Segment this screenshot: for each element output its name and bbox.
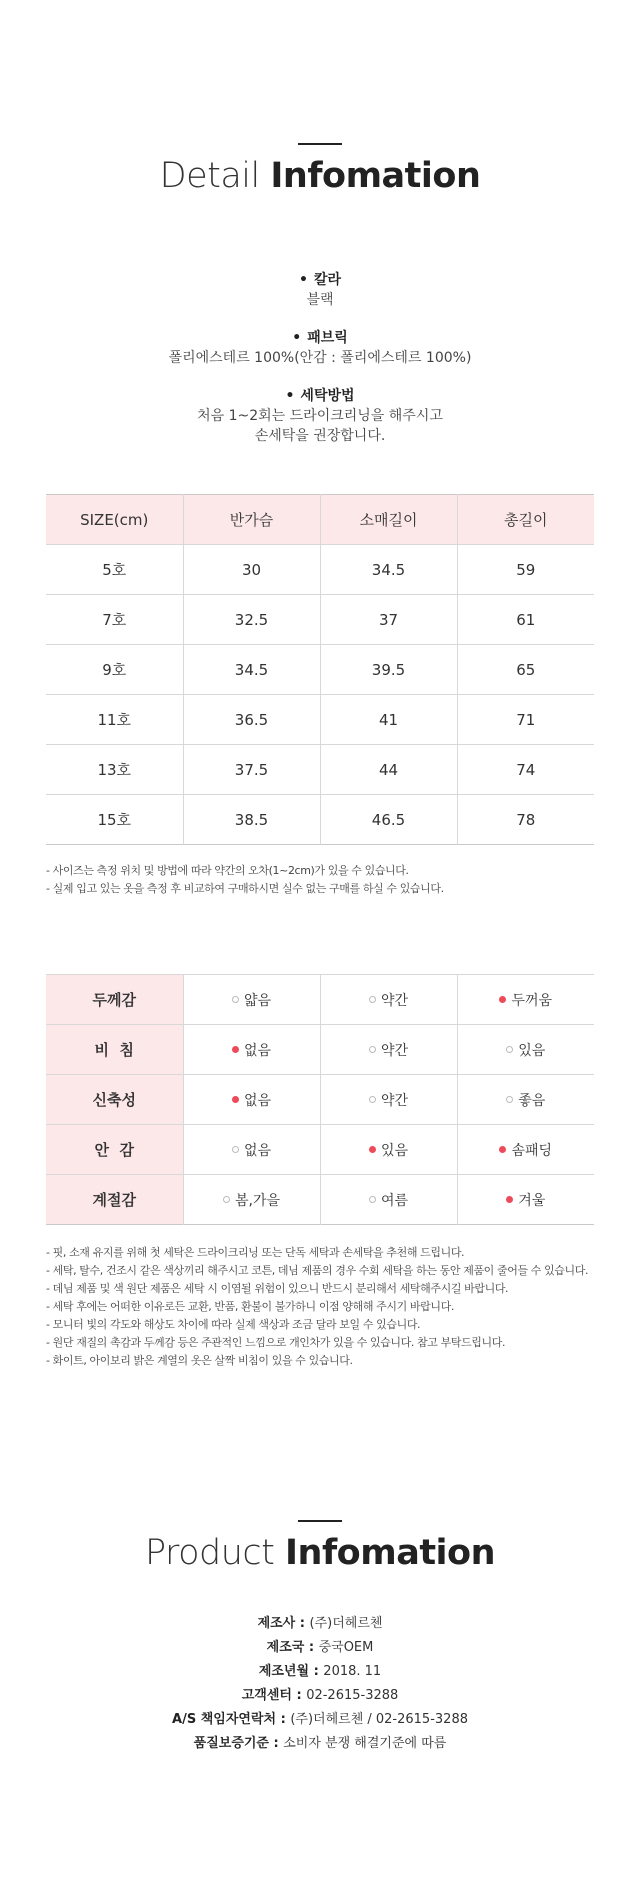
size-cell: 71 [457,695,594,745]
feel-option [369,990,408,1010]
unselected-dot-icon [369,1196,376,1203]
feel-option-cell [457,1125,594,1175]
size-header-cell: 소매길이 [320,495,457,545]
unselected-dot-icon [506,1096,513,1103]
feel-label: 안 감 [46,1125,183,1175]
size-cell: 44 [320,745,457,795]
feel-option-label: 봄,가을 [234,1192,281,1209]
feel-option [232,1090,271,1110]
product-info-line [0,1636,640,1660]
feel-option-cell [183,1175,320,1225]
product-info-line [0,1612,640,1636]
feel-option [232,1040,271,1060]
feel-option-cell [320,1025,457,1075]
feel-option-label: 솜패딩 [511,1142,553,1159]
feel-option-cell [457,1025,594,1075]
info-washing-line-1: 처음 1~2회는 드라이크리닝을 해주시고 [197,408,443,424]
selected-dot-icon [369,1146,376,1153]
feel-option [369,1140,408,1160]
feel-option [499,1140,552,1160]
feel-option [232,990,271,1010]
product-title-bar [298,1520,342,1522]
product-info-list [0,1612,640,1756]
selected-dot-icon [232,1096,239,1103]
feel-option-label: 겨울 [518,1192,546,1209]
size-cell: 41 [320,695,457,745]
product-info-value: 2018. 11 [323,1664,382,1679]
info-washing-label: 세탁방법 [300,388,355,404]
feel-option [232,1140,271,1160]
table-row [46,745,594,795]
info-color [0,270,640,310]
size-note: - 사이즈는 측정 위치 및 방법에 따라 약간의 오차(1~2cm)가 있을 수 있습니다. [46,864,409,877]
product-info-line [0,1708,640,1732]
unselected-dot-icon [506,1046,513,1053]
product-info-key: 제조국 : [266,1640,319,1655]
product-info-line [0,1660,640,1684]
size-cell: 32.5 [183,595,320,645]
feel-table [46,974,594,1225]
detail-title-bar [298,143,342,145]
size-note: - 실제 입고 있는 옷을 측정 후 비교하여 구매하시면 실수 없는 구매를 하실 수 있습니다. [46,882,444,895]
size-header-cell: SIZE(cm) [46,495,183,545]
feel-option [369,1090,408,1110]
size-cell: 7호 [46,595,183,645]
info-fabric-label: 패브릭 [307,330,348,346]
bullet-icon: • [285,388,295,404]
size-header-cell: 반가슴 [183,495,320,545]
feel-option-label: 없음 [243,1092,272,1109]
unselected-dot-icon [369,1096,376,1103]
product-title-bold: Infomation [285,1533,496,1573]
product-info-value: (주)더헤르첸 [309,1616,383,1631]
size-cell: 11호 [46,695,183,745]
table-row [46,975,594,1025]
size-cell: 46.5 [320,795,457,845]
size-cell: 36.5 [183,695,320,745]
feel-option-cell [320,1125,457,1175]
table-row [46,795,594,845]
size-header-cell: 총길이 [457,495,594,545]
feel-option-label: 얇음 [243,992,272,1009]
size-cell: 5호 [46,545,183,595]
size-cell: 38.5 [183,795,320,845]
size-cell: 37 [320,595,457,645]
feel-option-label: 없음 [243,1042,272,1059]
size-cell: 37.5 [183,745,320,795]
feel-option-cell [183,1075,320,1125]
feel-option-cell [183,975,320,1025]
feel-option-label: 약간 [380,1042,409,1059]
detail-title-light: Detail [159,156,260,196]
care-note: - 세탁 후에는 어떠한 이유로든 교환, 반품, 환불이 불가하니 이점 양해해 주시기 바랍니다. [46,1300,454,1313]
unselected-dot-icon [232,996,239,1003]
feel-option-cell [457,1175,594,1225]
feel-option [369,1040,408,1060]
product-info-key: A/S 책임자연락처 : [172,1712,291,1727]
size-notes [46,862,606,898]
bullet-icon: • [292,330,302,346]
unselected-dot-icon [369,1046,376,1053]
info-fabric [0,328,640,368]
feel-option-cell [320,975,457,1025]
care-note: - 핏, 소재 유지를 위해 첫 세탁은 드라이크리닝 또는 단독 세탁과 손세탁을 추천해 드립니다. [46,1246,465,1259]
info-fabric-value: 폴리에스테르 100%(안감 : 폴리에스테르 100%) [168,350,472,366]
product-info-key: 고객센터 : [241,1688,307,1703]
size-cell: 30 [183,545,320,595]
table-row [46,1175,594,1225]
product-info-value: 소비자 분쟁 해결기준에 따름 [283,1736,447,1751]
product-info-value: 중국OEM [318,1640,374,1655]
size-cell: 13호 [46,745,183,795]
size-cell: 34.5 [183,645,320,695]
selected-dot-icon [506,1196,513,1203]
care-note: - 세탁, 탈수, 건조시 같은 색상끼리 해주시고 코튼, 데님 제품의 경우 수회 세탁을 하는 동안 제품이 줄어들 수 있습니다. [46,1264,589,1277]
care-note: - 모니터 빛의 각도와 해상도 차이에 따라 실제 색상과 조금 달라 보일 수 있습니다. [46,1318,421,1331]
unselected-dot-icon [232,1146,239,1153]
product-title [0,1533,640,1573]
table-row [46,1125,594,1175]
feel-label: 계절감 [46,1175,183,1225]
feel-option [223,1190,280,1210]
feel-option-cell [457,1075,594,1125]
table-row [46,695,594,745]
care-note: - 원단 재질의 촉감과 두께감 등은 주관적인 느낌으로 개인차가 있을 수 있습니다. 참고 부탁드립니다. [46,1336,506,1349]
product-info-value: 02-2615-3288 [306,1688,399,1703]
info-washing-line-2: 손세탁을 권장합니다. [254,428,386,444]
feel-label: 두께감 [46,975,183,1025]
feel-option-label: 있음 [518,1042,546,1059]
selected-dot-icon [232,1046,239,1053]
size-table [46,494,594,845]
feel-option [499,990,552,1010]
care-note: - 화이트, 아이보리 밝은 계열의 옷은 살짝 비침이 있을 수 있습니다. [46,1354,353,1367]
care-notes [46,1244,606,1370]
info-washing [0,386,640,446]
feel-option-cell [457,975,594,1025]
feel-label: 비 침 [46,1025,183,1075]
feel-option-label: 여름 [380,1192,409,1209]
table-row [46,595,594,645]
feel-option [369,1190,408,1210]
size-cell: 74 [457,745,594,795]
feel-option-cell [183,1025,320,1075]
size-table-header [46,495,594,545]
product-info-key: 제조사 : [257,1616,310,1631]
detail-title [0,156,640,196]
feel-option-cell [320,1075,457,1125]
table-row [46,1025,594,1075]
info-color-label: 칼라 [313,272,341,288]
feel-option [506,1040,545,1060]
product-info-key: 품질보증기준 : [193,1736,284,1751]
feel-option-label: 약간 [380,1092,409,1109]
feel-option-cell [183,1125,320,1175]
selected-dot-icon [499,1146,506,1153]
product-info-line [0,1732,640,1756]
info-color-value: 블랙 [306,292,334,308]
bullet-icon: • [298,272,308,288]
unselected-dot-icon [369,996,376,1003]
selected-dot-icon [499,996,506,1003]
size-cell: 78 [457,795,594,845]
size-cell: 34.5 [320,545,457,595]
feel-option-cell [320,1175,457,1225]
size-cell: 9호 [46,645,183,695]
feel-option-label: 두꺼움 [511,992,553,1009]
product-title-light: Product [144,1533,275,1573]
unselected-dot-icon [223,1196,230,1203]
size-cell: 65 [457,645,594,695]
feel-option-label: 있음 [380,1142,409,1159]
table-row [46,545,594,595]
size-cell: 61 [457,595,594,645]
feel-option [506,1190,545,1210]
product-info-value: (주)더헤르첸 / 02-2615-3288 [290,1712,468,1727]
feel-option-label: 좋음 [518,1092,546,1109]
product-info-key: 제조년월 : [258,1664,324,1679]
size-cell: 39.5 [320,645,457,695]
feel-option-label: 없음 [243,1142,272,1159]
feel-option [506,1090,545,1110]
care-note: - 데님 제품 및 색 원단 제품은 세탁 시 이염될 위험이 있으니 반드시 분리해서 세탁해주시길 바랍니다. [46,1282,509,1295]
detail-title-bold: Infomation [270,156,481,196]
table-row [46,645,594,695]
feel-label: 신축성 [46,1075,183,1125]
size-cell: 15호 [46,795,183,845]
table-row [46,1075,594,1125]
feel-option-label: 약간 [380,992,409,1009]
size-cell: 59 [457,545,594,595]
product-info-line [0,1684,640,1708]
